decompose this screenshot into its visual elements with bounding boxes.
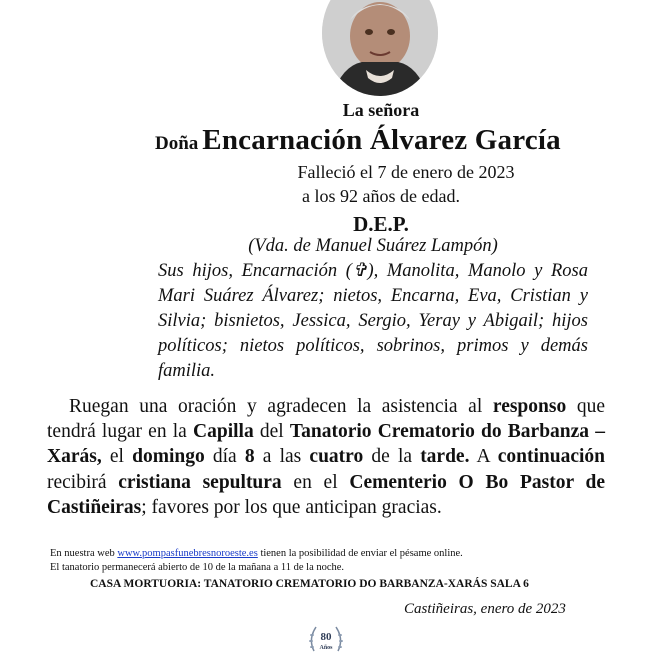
family-block [158,234,588,384]
hours-note: El tanatorio permanecerá abierto de 10 de la mañana a 11 de la noche. [50,562,345,573]
children-text: Sus hijos, Encarnación (✞), Manolita, Manolo y Rosa Mari Suárez Álvarez; nietos, Encarna, Eva, Cristian y Silvia; bisnietos, Jessica, Sergio, Yeray y Abigail; hijos políticos; nietos políticos, sobrinos, primos y demás familia. [158,261,588,381]
anniversary-logo [306,621,346,661]
notice-paragraph: Ruegan una oración y agradecen la asistencia al responso que tendrá lugar en la Capilla del Tanatorio Crematorio do Barbanza – Xarás, el domingo día 8 a las cuatro de la tarde. A continuación recibirá cristiana sepultura en el Cementerio O Bo Pastor de Castiñeiras; favores por los que anticipan gracias. [47,396,606,518]
title-prefix: Doña [155,133,199,154]
web-note: En nuestra web www.pompasfunebresnoroeste.es tienen la posibilidad de enviar el pésame online. [50,548,463,559]
logo-word: Años [319,645,333,651]
place-date: Castiñeiras, enero de 2023 [404,601,566,617]
widow-line: (Vda. de Manuel Suárez Lampón) [248,236,498,256]
age-line: a los 92 años de edad. [302,186,460,206]
logo-number: 80 [320,631,332,643]
intro-text: La señora [342,100,420,120]
casa-mortuoria: CASA MORTUORIA: TANATORIO CREMATORIO DO BARBANZA-XARÁS SALA 6 [90,578,529,590]
website-link[interactable]: www.pompasfunebresnoroeste.es [117,548,258,559]
death-date: Falleció el 7 de enero de 2023 [297,162,515,182]
dep-heading: D.E.P. [353,212,409,236]
deceased-name [155,124,615,157]
portrait-photo [322,0,438,96]
full-name: Encarnación Álvarez García [202,124,561,156]
